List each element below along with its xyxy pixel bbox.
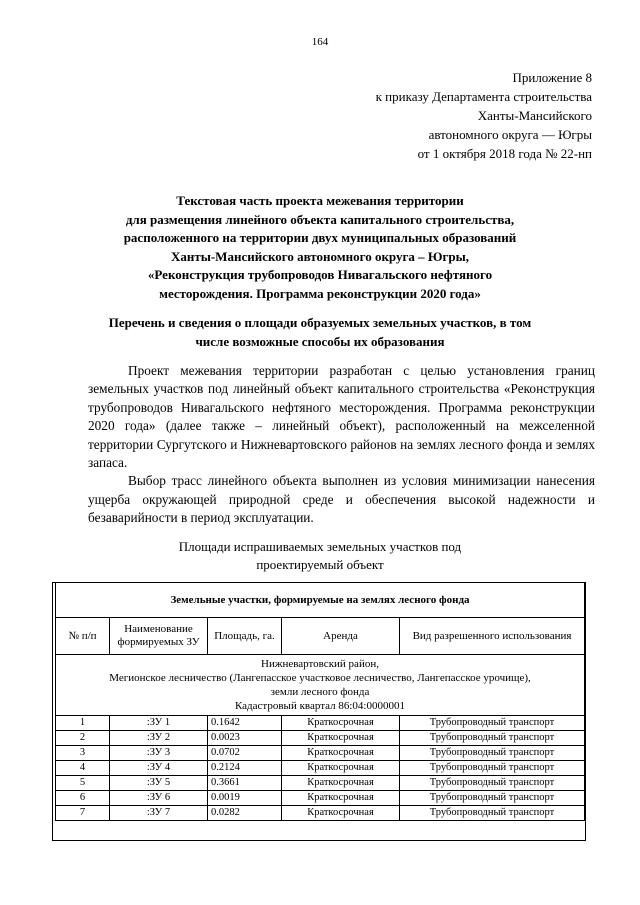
header-cell-usage: Вид разрешенного использования (400, 618, 585, 655)
cell-plot-name: :ЗУ 1 (110, 716, 208, 731)
table-header-row (56, 618, 585, 655)
cell-lease: Краткосрочная (282, 791, 400, 806)
page-number: 164 (311, 36, 329, 48)
caption-line: Площади испрашиваемых земельных участков под (178, 539, 462, 554)
cell-number: 1 (56, 716, 110, 731)
cell-number: 5 (56, 776, 110, 791)
land-plots-table (55, 582, 585, 821)
cell-lease: Краткосрочная (282, 716, 400, 731)
cell-usage: Трубопроводный транспорт (400, 806, 585, 821)
cell-lease: Краткосрочная (282, 776, 400, 791)
cell-plot-name: :ЗУ 2 (110, 731, 208, 746)
subtitle-line: Перечень и сведения о площади образуемых земельных участков, в том (108, 315, 532, 330)
header-cell-lease: Аренда (282, 618, 400, 655)
table-section-header (56, 583, 585, 618)
annex-line: автономного округа — Югры (428, 127, 592, 142)
cell-plot-name: :ЗУ 4 (110, 761, 208, 776)
cell-lease: Краткосрочная (282, 731, 400, 746)
paragraph: Выбор трасс линейного объекта выполнен из условия минимизации нанесения ущерба окружающей природной среде и обеспечения высокой надежности и безаварийности в период эксплуатации. (88, 473, 595, 526)
cell-number: 4 (56, 761, 110, 776)
cell-plot-name: :ЗУ 6 (110, 791, 208, 806)
district-line: земли лесного фонда (270, 686, 370, 698)
district-line: Нижневартовский район, (261, 658, 379, 670)
cell-usage: Трубопроводный транспорт (400, 746, 585, 761)
cell-area: 0.1642 (208, 716, 282, 731)
cell-plot-name: :ЗУ 7 (110, 806, 208, 821)
paragraph: Проект межевания территории разработан с целью установления границ земельных участков под линейный объект капитального строительства «Реконструкция трубопроводов Нивагальского нефтяного месторождения. Программа реконструкции 2020 года» (далее также – линейный объект), расположенный на межселенной территории Сургутского и Нижневартовского районов на землях лесного фонда и землях запаса. (88, 363, 595, 471)
cell-plot-name: :ЗУ 5 (110, 776, 208, 791)
title-line: Текстовая часть проекта межевания территории (176, 193, 464, 208)
cell-usage: Трубопроводный транспорт (400, 761, 585, 776)
cell-area: 0.3661 (208, 776, 282, 791)
subtitle-line: числе возможные способы их образования (195, 333, 445, 349)
document-title (60, 192, 580, 303)
caption-line: проектируемый объект (256, 557, 384, 572)
district-line: Кадастровый квартал 86:04:0000001 (234, 700, 405, 712)
title-line: «Реконструкция трубопроводов Нивагальского нефтяного (147, 267, 493, 282)
annex-line: к приказу Департамента строительства (375, 89, 592, 104)
cell-area: 0.2124 (208, 761, 282, 776)
cell-usage: Трубопроводный транспорт (400, 716, 585, 731)
cell-number: 7 (56, 806, 110, 821)
cell-usage: Трубопроводный транспорт (400, 776, 585, 791)
cell-area: 0.0023 (208, 731, 282, 746)
title-line: для размещения линейного объекта капитального строительства, (125, 211, 515, 227)
table-row (56, 731, 585, 746)
district-cell (56, 655, 585, 716)
cell-area: 0.0019 (208, 791, 282, 806)
cell-area: 0.0702 (208, 746, 282, 761)
table-row (56, 776, 585, 791)
table-body (56, 716, 585, 821)
cell-number: 6 (56, 791, 110, 806)
table-caption (120, 538, 520, 574)
cell-usage: Трубопроводный транспорт (400, 731, 585, 746)
title-line: расположенного на территории двух муниципальных образований (123, 230, 517, 245)
section-subtitle (60, 314, 580, 351)
cell-lease: Краткосрочная (282, 806, 400, 821)
annex-line: Ханты-Мансийского (477, 108, 592, 123)
cell-number: 3 (56, 746, 110, 761)
table-row (56, 761, 585, 776)
cell-number: 2 (56, 731, 110, 746)
table-row (56, 791, 585, 806)
cell-usage: Трубопроводный транспорт (400, 791, 585, 806)
table-row (56, 716, 585, 731)
cell-plot-name: :ЗУ 3 (110, 746, 208, 761)
annex-line: Приложение 8 (512, 70, 592, 85)
header-cell-area: Площадь, га. (208, 618, 282, 655)
table-row (56, 806, 585, 821)
title-line: Ханты-Мансийского автономного округа – Югры, (170, 248, 470, 264)
table-row (56, 746, 585, 761)
district-row (56, 655, 585, 716)
annex-line: от 1 октября 2018 года № 22-нп (417, 146, 592, 161)
title-line: месторождения. Программа реконструкции 2020 года» (159, 285, 481, 301)
cell-lease: Краткосрочная (282, 746, 400, 761)
cell-area: 0.0282 (208, 806, 282, 821)
header-cell-name: Наименование формируемых ЗУ (110, 618, 208, 655)
body-text (88, 362, 595, 528)
section-title-cell: Земельные участки, формируемые на землях лесного фонда (56, 583, 585, 618)
annex-block (252, 68, 592, 163)
header-cell-number: № п/п (56, 618, 110, 655)
cell-lease: Краткосрочная (282, 761, 400, 776)
district-line: Мегионское лесничество (Лангепасское участковое лесничество, Лангепасское урочище), (109, 672, 531, 684)
